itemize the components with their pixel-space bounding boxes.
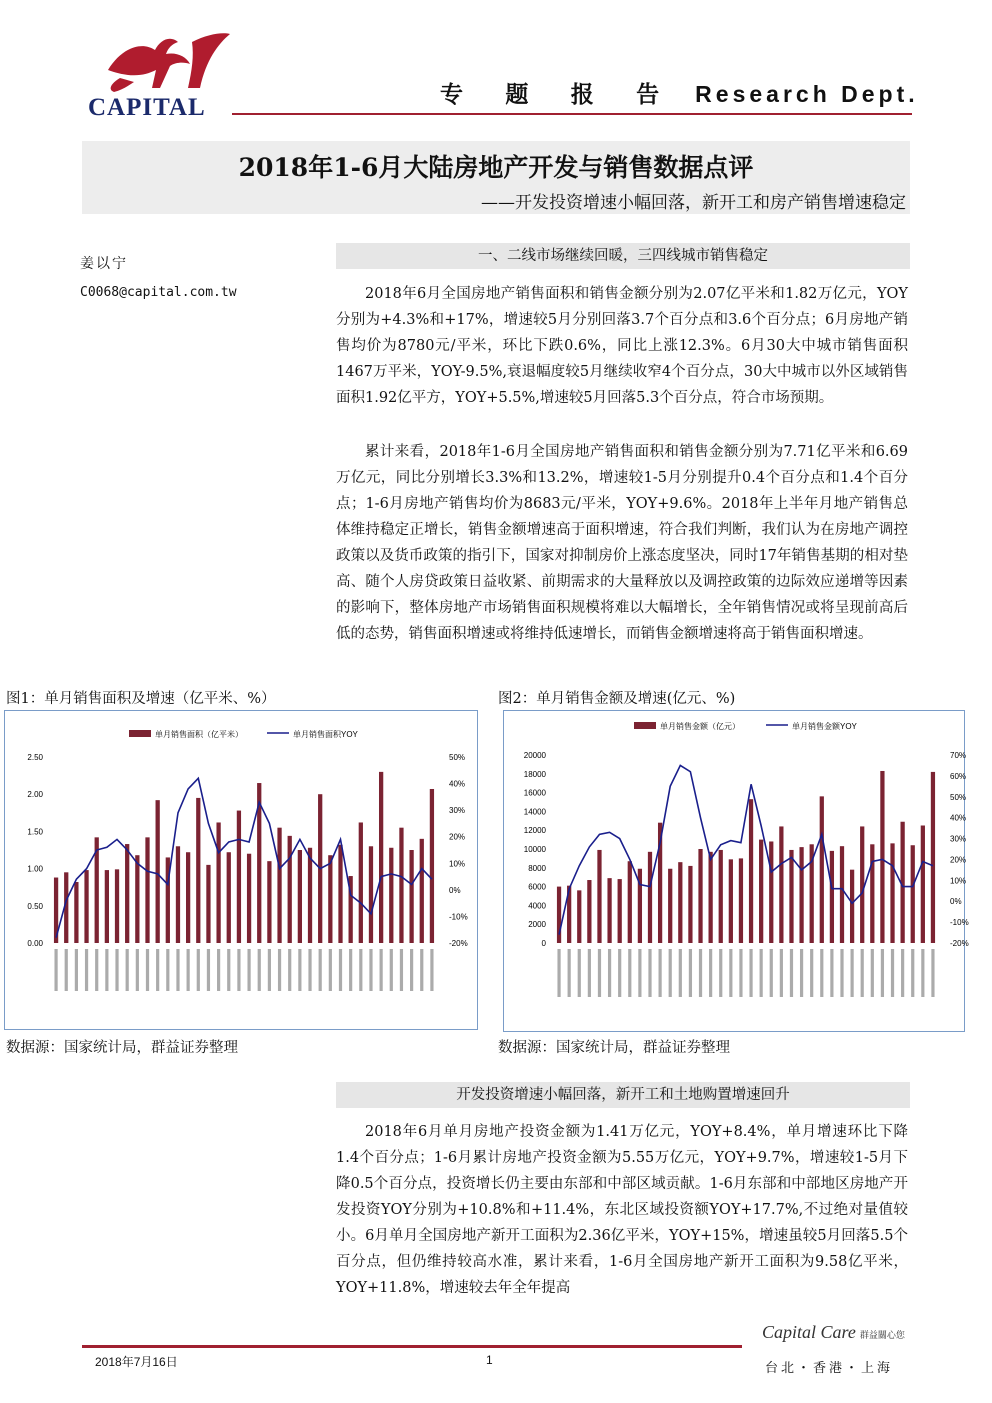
x-tick-label: [227, 949, 230, 991]
x-tick-label: [339, 949, 342, 991]
x-tick-label: [237, 949, 240, 991]
y-right-tick-label: 30%: [950, 834, 967, 844]
y-left-tick-label: 16000: [523, 788, 546, 798]
y-left-tick-label: 18000: [523, 769, 546, 779]
chart-2-legend: [634, 721, 858, 731]
x-tick-label: [75, 949, 78, 991]
bar: [379, 772, 383, 943]
bar: [678, 862, 682, 943]
x-tick-label: [258, 949, 261, 991]
bar: [840, 846, 844, 943]
x-tick-label: [648, 949, 651, 997]
bar: [931, 772, 935, 943]
y-right-tick-label: -10%: [950, 918, 969, 928]
paragraph-3: 2018年6月单月房地产投资金额为1.41万亿元，YOY+8.4%，单月增速环比下降1.4个百分点；1-6月累计房地产投资金额为5.55万亿元，YOY+9.7%，增速较1-5月下降0.5个百分点，投资增长仍主要由东部和中部区域贡献。1-6月东部和中部地区房地产开发投资YOY分别为+10.8%和+11.4%，东北区域投资额YOY+17.7%,不过绝对量值较小。6月单月全国房地产新开工面积为2.36亿平米，YOY+15%，增速虽较5月回落5.5个百分点，但仍维持较高水准，累计来看，1-6月全国房地产新开工面积为9.58亿平米，YOY+11.8%，增速较去年全年提高: [336, 1124, 908, 1296]
x-tick-label: [369, 949, 372, 991]
x-tick-label: [400, 949, 403, 991]
logo-text: CAPITAL: [88, 94, 206, 121]
footer-date: 2018年7月16日: [95, 1355, 178, 1369]
bar: [359, 822, 363, 943]
bar: [729, 859, 733, 943]
bar: [597, 850, 601, 943]
x-tick-label: [800, 949, 803, 997]
y-left-tick-label: 14000: [523, 807, 546, 817]
x-tick-label: [699, 949, 702, 997]
figure-1-title: 图1：单月销售面积及增速（亿平米、%）: [6, 691, 276, 707]
x-tick-label: [136, 949, 139, 991]
x-tick-label: [618, 949, 621, 997]
figure-1-source: 数据源：国家统计局，群益证券整理: [6, 1040, 238, 1056]
x-tick-label: [871, 949, 874, 997]
bar: [830, 851, 834, 943]
bar: [921, 826, 925, 944]
y-right-tick-label: 10%: [950, 876, 967, 886]
x-tick-label: [770, 949, 773, 997]
bar: [648, 852, 652, 943]
x-tick-label: [689, 949, 692, 997]
author-email[interactable]: C0068@capital.com.tw: [80, 285, 237, 300]
x-tick-label: [911, 949, 914, 997]
x-tick-label: [359, 949, 362, 991]
x-tick-label: [105, 949, 108, 991]
x-tick-label: [390, 949, 393, 991]
bar: [719, 850, 723, 943]
x-tick-label: [729, 949, 732, 997]
bar: [860, 826, 864, 943]
x-tick-label: [638, 949, 641, 997]
bar: [206, 865, 210, 943]
y-right-tick-label: 0%: [950, 897, 962, 907]
y-right-tick-label: 50%: [449, 753, 466, 762]
y-right-tick-label: 70%: [950, 751, 967, 760]
bar: [880, 771, 884, 943]
x-tick-label: [156, 949, 159, 991]
x-tick-label: [840, 949, 843, 997]
bar: [420, 839, 424, 943]
bar: [328, 855, 332, 943]
bar: [430, 789, 434, 943]
bar: [115, 869, 119, 943]
x-tick-label: [628, 949, 631, 997]
y-right-tick-label: 0%: [449, 885, 461, 895]
figure-2-box: [503, 710, 969, 1032]
x-tick-label: [380, 949, 383, 991]
bar: [186, 852, 190, 943]
page-subtitle: ——开发投资增速小幅回落，新开工和房产销售增速稳定: [481, 193, 906, 213]
x-tick-label: [790, 949, 793, 997]
bar: [759, 840, 763, 943]
x-tick-label: [749, 949, 752, 997]
bar: [196, 798, 200, 943]
x-tick-label: [578, 949, 581, 997]
bar: [338, 845, 342, 943]
x-tick-label: [207, 949, 210, 991]
y-right-tick-label: -10%: [449, 912, 468, 922]
chart-1: [5, 711, 477, 1029]
figure-2-source: 数据源：国家统计局，群益证券整理: [498, 1040, 730, 1056]
bar: [308, 848, 312, 943]
x-tick-label: [901, 949, 904, 997]
y-left-tick-label: 1.50: [27, 827, 43, 837]
x-tick-label: [278, 949, 281, 991]
x-tick-label: [319, 949, 322, 991]
y-right-tick-label: 20%: [449, 832, 466, 842]
bar: [618, 879, 622, 943]
x-tick-label: [65, 949, 68, 991]
bar: [587, 880, 591, 943]
bar: [156, 800, 160, 943]
footer-divider: [82, 1345, 742, 1348]
legend-bar-swatch: [634, 722, 656, 729]
x-tick-label: [820, 949, 823, 997]
x-tick-label: [146, 949, 149, 991]
footer-brand-name: Capital Care: [762, 1322, 856, 1342]
x-tick-label: [115, 949, 118, 991]
x-tick-label: [598, 949, 601, 997]
bar: [739, 858, 743, 943]
x-tick-label: [288, 949, 291, 991]
bar: [911, 845, 915, 943]
x-tick-label: [126, 949, 129, 991]
chart-2: [504, 711, 969, 1031]
bar: [628, 861, 632, 943]
report-type: 专 题 报 告: [440, 81, 678, 107]
paragraph-1: 2018年6月全国房地产销售面积和销售金额分别为2.07亿平米和1.82万亿元，YOY分别为+4.3%和+17%，增速较5月分别回落3.7个百分点和3.6个百分点；6月房地产销售均价为8780元/平米，环比下跌0.6%，同比上涨12.3%。6月30大中城市销售面积1467万平米，YOY-9.5%,衰退幅度较5月继续收窄4个百分点，30大中城市以外区域销售面积1.92亿平方，YOY+5.5%,增速较5月回落5.3个百分点，符合市场预期。: [336, 286, 908, 406]
y-left-tick-label: 4000: [528, 901, 546, 911]
legend-bar-swatch: [129, 730, 151, 737]
bar: [227, 852, 231, 943]
x-tick-label: [931, 949, 934, 997]
bar: [890, 843, 894, 943]
x-tick-label: [568, 949, 571, 997]
x-tick-label: [760, 949, 763, 997]
bar: [709, 852, 713, 943]
footer-brand: [762, 1322, 905, 1343]
x-tick-label: [861, 949, 864, 997]
chart-1-legend: [129, 729, 359, 739]
y-right-tick-label: 20%: [950, 855, 967, 865]
x-tick-label: [430, 949, 433, 991]
legend-bar-label: 单月销售金额（亿元）: [660, 722, 740, 731]
section-heading-1: 一、二线市场继续回暖，三四线城市销售稳定: [336, 243, 910, 269]
x-tick-label: [85, 949, 88, 991]
x-tick-label: [588, 949, 591, 997]
y-left-tick-label: 0.00: [27, 939, 43, 948]
x-tick-label: [851, 949, 854, 997]
x-tick-label: [217, 949, 220, 991]
x-tick-label: [197, 949, 200, 991]
figure-2-title: 图2：单月销售金额及增速(亿元、%): [498, 691, 736, 707]
series-line: [559, 765, 933, 934]
y-left-tick-label: 1.00: [27, 864, 43, 874]
page-number: 1: [486, 1353, 493, 1367]
legend-line-label: 单月销售金额YOY: [792, 722, 857, 731]
bar: [399, 828, 403, 943]
x-tick-label: [349, 949, 352, 991]
y-left-tick-label: 2000: [528, 920, 546, 930]
bar: [105, 870, 109, 943]
x-tick-label: [329, 949, 332, 991]
footer-cities: 台北・香港・上海: [765, 1361, 894, 1376]
bar: [820, 796, 824, 943]
x-tick-label: [679, 949, 682, 997]
x-tick-label: [247, 949, 250, 991]
bar: [850, 870, 854, 943]
x-tick-label: [891, 949, 894, 997]
bar: [247, 854, 251, 943]
x-tick-label: [268, 949, 271, 991]
y-right-tick-label: 10%: [449, 859, 466, 869]
bar: [298, 850, 302, 943]
y-right-tick-label: 40%: [449, 779, 466, 789]
x-tick-label: [881, 949, 884, 997]
bar: [409, 850, 413, 943]
dept-label: Research Dept.: [695, 81, 919, 107]
figure-1-box: [4, 710, 478, 1030]
capital-logo-icon: [100, 30, 235, 95]
legend-bar-label: 单月销售面积（亿平米）: [155, 730, 243, 739]
y-right-tick-label: -20%: [950, 939, 969, 948]
x-tick-label: [308, 949, 311, 991]
y-right-tick-label: 30%: [449, 806, 466, 816]
x-tick-label: [659, 949, 662, 997]
x-tick-label: [810, 949, 813, 997]
bar: [769, 841, 773, 943]
x-tick-label: [54, 949, 57, 991]
bar: [237, 811, 241, 943]
y-right-tick-label: 60%: [950, 771, 967, 781]
bar: [749, 799, 753, 943]
bar: [698, 849, 702, 943]
y-left-tick-label: 6000: [528, 882, 546, 892]
x-tick-label: [95, 949, 98, 991]
bar: [277, 828, 281, 943]
x-tick-label: [176, 949, 179, 991]
bar: [216, 822, 220, 943]
bar: [668, 869, 672, 943]
y-right-tick-label: -20%: [449, 939, 468, 948]
author-name: 姜以宁: [80, 256, 128, 272]
x-tick-label: [187, 949, 190, 991]
y-left-tick-label: 2.00: [27, 790, 43, 800]
bar: [369, 846, 373, 943]
x-tick-label: [608, 949, 611, 997]
y-left-tick-label: 0.50: [27, 901, 43, 911]
bar: [125, 844, 129, 943]
y-left-tick-label: 8000: [528, 863, 546, 873]
x-tick-label: [709, 949, 712, 997]
x-tick-label: [719, 949, 722, 997]
legend-line-label: 单月销售面积YOY: [293, 730, 358, 739]
x-tick-label: [166, 949, 169, 991]
bar: [288, 836, 292, 943]
x-tick-label: [410, 949, 413, 991]
series-line: [56, 778, 432, 937]
y-right-tick-label: 50%: [950, 792, 967, 802]
bar: [870, 844, 874, 943]
x-tick-label: [739, 949, 742, 997]
page-title: 2018年1-6月大陆房地产开发与销售数据点评: [238, 153, 754, 182]
bar: [789, 850, 793, 943]
bar: [84, 870, 88, 943]
y-left-tick-label: 10000: [523, 845, 546, 854]
x-tick-label: [921, 949, 924, 997]
bar: [799, 847, 803, 943]
bar: [74, 882, 78, 943]
bar: [389, 848, 393, 943]
report-header: [440, 76, 919, 109]
paragraph-2: 累计来看，2018年1-6月全国房地产销售面积和销售金额分别为7.71亿平米和6.69万亿元，同比分别增长3.3%和13.2%，增速较1-5月分别提升0.4个百分点和1.4个百分点；1-6月房地产销售均价为8683元/平米，YOY+9.6%。2018年上半年月地产销售总体维持稳定正增长，销售金额增速高于面积增速，符合我们判断，我们认为在房地产调控政策以及货币政策的指引下，国家对抑制房价上涨态度坚决，同时17年销售基期的相对垫高、随个人房贷政策日益收紧、前期需求的大量释放以及调控政策的边际效应递增等因素的影响下，整体房地产市场销售面积规模将难以大幅增长，全年销售情况或将呈现前高后低的态势，销售面积增速或将维持低速增长，而销售金额增速将高于销售面积增速。: [336, 444, 908, 642]
x-tick-label: [420, 949, 423, 991]
bar: [176, 846, 180, 943]
x-tick-label: [830, 949, 833, 997]
y-right-tick-label: 40%: [950, 813, 967, 823]
bar: [135, 855, 139, 943]
y-left-tick-label: 0: [541, 939, 546, 948]
x-tick-label: [298, 949, 301, 991]
y-left-tick-label: 12000: [523, 826, 546, 836]
y-left-tick-label: 2.50: [27, 753, 43, 762]
x-tick-label: [669, 949, 672, 997]
y-left-tick-label: 20000: [523, 751, 546, 760]
section-heading-2: 开发投资增速小幅回落，新开工和土地购置增速回升: [336, 1082, 910, 1108]
x-tick-label: [780, 949, 783, 997]
bar: [607, 878, 611, 943]
bar: [145, 837, 149, 943]
bar: [688, 866, 692, 943]
bar: [779, 826, 783, 943]
bar: [267, 861, 271, 943]
header-divider: [232, 113, 912, 115]
bar: [577, 890, 581, 943]
x-tick-label: [557, 949, 560, 997]
footer-brand-sub: 群益關心您: [859, 1330, 905, 1340]
